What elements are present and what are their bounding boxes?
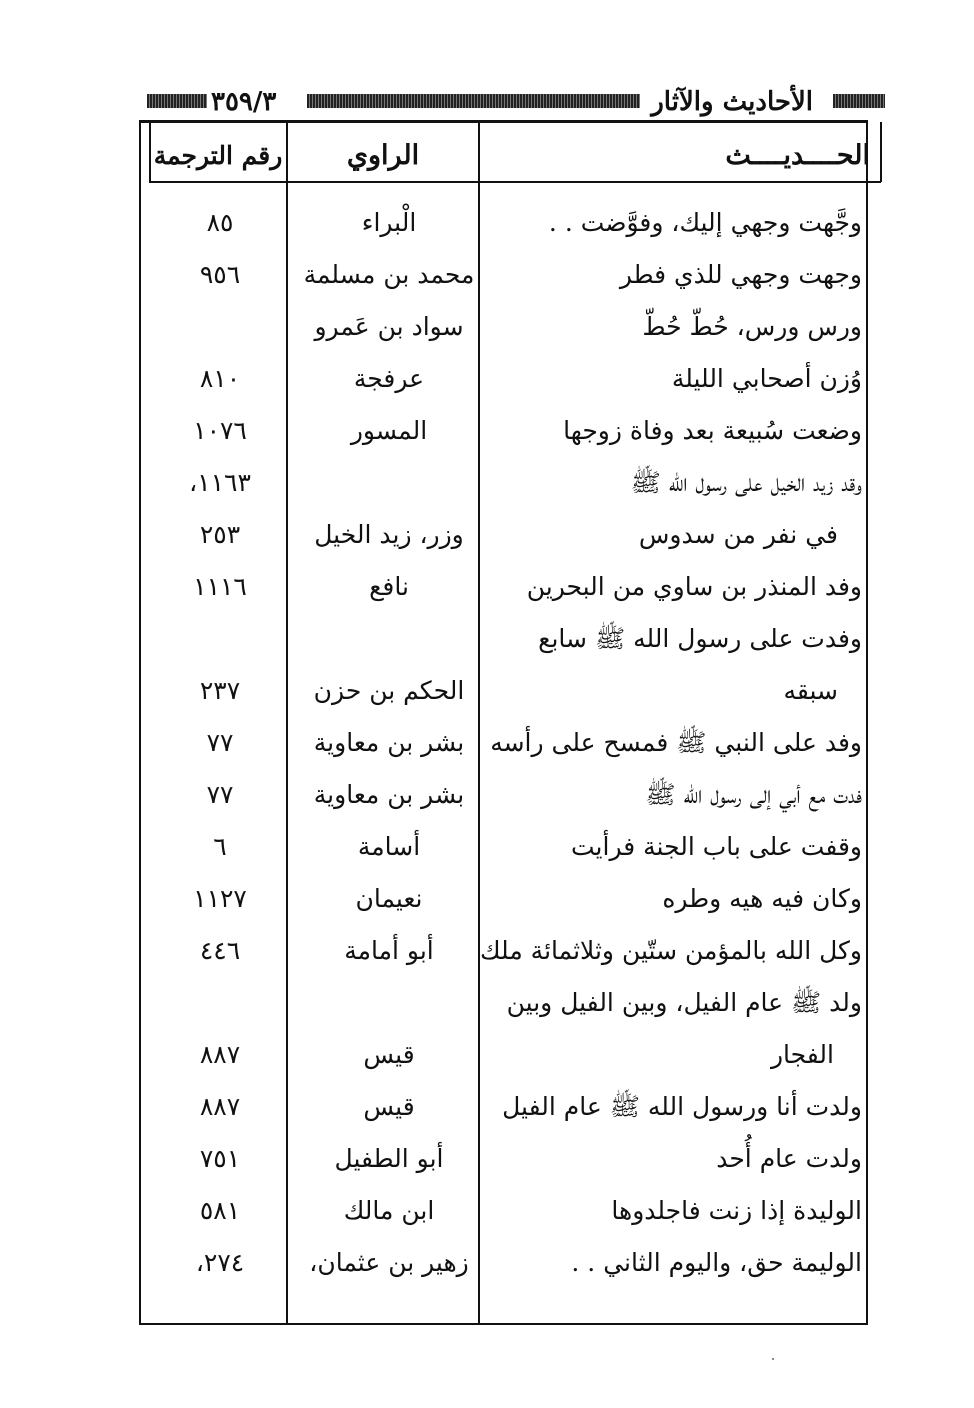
table-row — [0, 613, 974, 665]
column-heading-number: رقم الترجمة — [153, 141, 283, 170]
table-row — [0, 769, 974, 821]
narrator-name: عرفجة — [353, 364, 425, 393]
narrator-name: المسور — [350, 416, 428, 445]
biography-number: ١١١٦ — [193, 572, 247, 601]
table-row — [0, 1029, 974, 1081]
hadith-text: وجَّهت وجهي إليك، وفوَّضت . . — [548, 208, 862, 237]
hadith-text: ولد ﷺ عام الفيل، وبين الفيل وبين — [506, 988, 862, 1017]
header-row-divider — [149, 181, 881, 183]
biography-number — [150, 977, 290, 1029]
table-row — [0, 1237, 974, 1289]
table-row — [0, 873, 974, 925]
hadith-text: ولدت أنا ورسول الله ﷺ عام الفيل — [502, 1092, 862, 1121]
biography-number: ٦ — [213, 832, 227, 861]
hadith-text: وُزن أصحابي الليلة — [671, 364, 862, 393]
narrator-name: الْبراء — [361, 208, 417, 237]
narrator-name: أبو الطفيل — [334, 1144, 444, 1173]
narrator-name — [300, 457, 478, 509]
biography-number: ٧٧ — [206, 728, 234, 757]
narrator-name: سواد بن عَمرو — [314, 312, 464, 341]
narrator-name: قيس — [363, 1092, 415, 1121]
hadith-text: الوليدة إذا زنت فاجلدوها — [611, 1196, 862, 1225]
table-row — [0, 509, 974, 561]
narrator-name: بشر بن معاوية — [313, 780, 465, 809]
hadith-text: الوليمة حق، واليوم الثاني . . — [571, 1248, 862, 1277]
hadith-text: فدت مع أبي إلى رسول الله ﷺ — [645, 780, 862, 809]
biography-number: ٧٧ — [206, 780, 234, 809]
table-row — [0, 561, 974, 613]
hadith-text: ولدت عام أُحد — [716, 1144, 862, 1173]
narrator-name: نافع — [369, 572, 409, 601]
table-row — [0, 665, 974, 717]
hadith-text: وقد زيد الخيل على رسول الله ﷺ — [630, 468, 862, 497]
page-reference: ٣٥٩/٣ — [211, 87, 277, 117]
narrator-name: أبو أمامة — [344, 936, 434, 965]
narrator-name: الحكم بن حزن — [313, 676, 465, 705]
header-ornament-bar — [833, 94, 885, 108]
table-row — [0, 925, 974, 977]
biography-number: ١٠٧٦ — [193, 416, 247, 445]
hadith-text: وفدت على رسول الله ﷺ سابع — [538, 624, 862, 653]
biography-number — [150, 613, 290, 665]
narrator-name: وزر، زيد الخيل — [314, 520, 464, 549]
column-heading-narrator: الراوي — [346, 140, 420, 171]
hadith-text: في نفر من سدوس — [638, 520, 838, 549]
table-row — [0, 977, 974, 1029]
table-row — [0, 301, 974, 353]
narrator-name: بشر بن معاوية — [313, 728, 465, 757]
hadith-text: ورس ورس، حُطّ حُطّ — [642, 312, 862, 341]
table-row — [0, 457, 974, 509]
biography-number: ٩٥٦ — [199, 260, 241, 289]
table-row — [0, 1185, 974, 1237]
table-row — [0, 197, 974, 249]
header-ornament-bar — [307, 94, 640, 108]
biography-number: ٧٥١ — [199, 1144, 241, 1173]
narrator-name: أسامة — [357, 832, 421, 861]
narrator-name: نعيمان — [355, 884, 423, 913]
biography-number: ٥٨١ — [199, 1196, 241, 1225]
column-heading-hadith: الحــــديــــث — [725, 140, 870, 171]
book-title: الأحاديث والآثار — [651, 87, 813, 117]
hadith-text: وقفت على باب الجنة فرأيت — [571, 832, 862, 861]
biography-number: ٨٨٧ — [199, 1092, 241, 1121]
table-row — [0, 717, 974, 769]
biography-number: ٢٧٤، — [195, 1248, 245, 1277]
narrator-name — [300, 613, 478, 665]
hadith-text: سبقه — [783, 676, 838, 705]
header-ornament-bar — [147, 94, 207, 108]
scan-speck — [772, 1358, 774, 1360]
biography-number: ٢٥٣ — [199, 520, 241, 549]
hadith-text: وفد على النبي ﷺ فمسح على رأسه — [490, 728, 862, 757]
biography-number: ٨١٠ — [199, 364, 241, 393]
narrator-name: محمد بن مسلمة — [303, 260, 475, 289]
narrator-name — [300, 977, 478, 1029]
hadith-text: وفد المنذر بن ساوي من البحرين — [526, 572, 862, 601]
biography-number: ٢٣٧ — [199, 676, 241, 705]
table-row — [0, 249, 974, 301]
page-header — [145, 82, 885, 122]
biography-number: ١١٦٣، — [189, 468, 251, 497]
header-right-edge — [880, 122, 882, 182]
biography-number: ١١٢٧ — [193, 884, 247, 913]
biography-number — [150, 301, 290, 353]
table-row — [0, 821, 974, 873]
table-row — [0, 1133, 974, 1185]
table-row — [0, 405, 974, 457]
hadith-text: وكل الله بالمؤمن ستّين وثلاثمائة ملك — [479, 936, 862, 965]
hadith-text: وكان فيه هيه وطره — [662, 884, 862, 913]
biography-number: ٨٨٧ — [199, 1040, 241, 1069]
biography-number: ٤٤٦ — [199, 936, 241, 965]
hadith-text: الفجار — [770, 1040, 834, 1069]
table-row — [0, 353, 974, 405]
narrator-name: ابن مالك — [343, 1196, 435, 1225]
hadith-text: وجهت وجهي للذي فطر — [619, 260, 862, 289]
biography-number: ٨٥ — [206, 208, 234, 237]
table-row — [0, 1081, 974, 1133]
hadith-text: وضعت سُبيعة بعد وفاة زوجها — [563, 416, 862, 445]
narrator-name: زهير بن عثمان، — [309, 1248, 469, 1277]
narrator-name: قيس — [363, 1040, 415, 1069]
